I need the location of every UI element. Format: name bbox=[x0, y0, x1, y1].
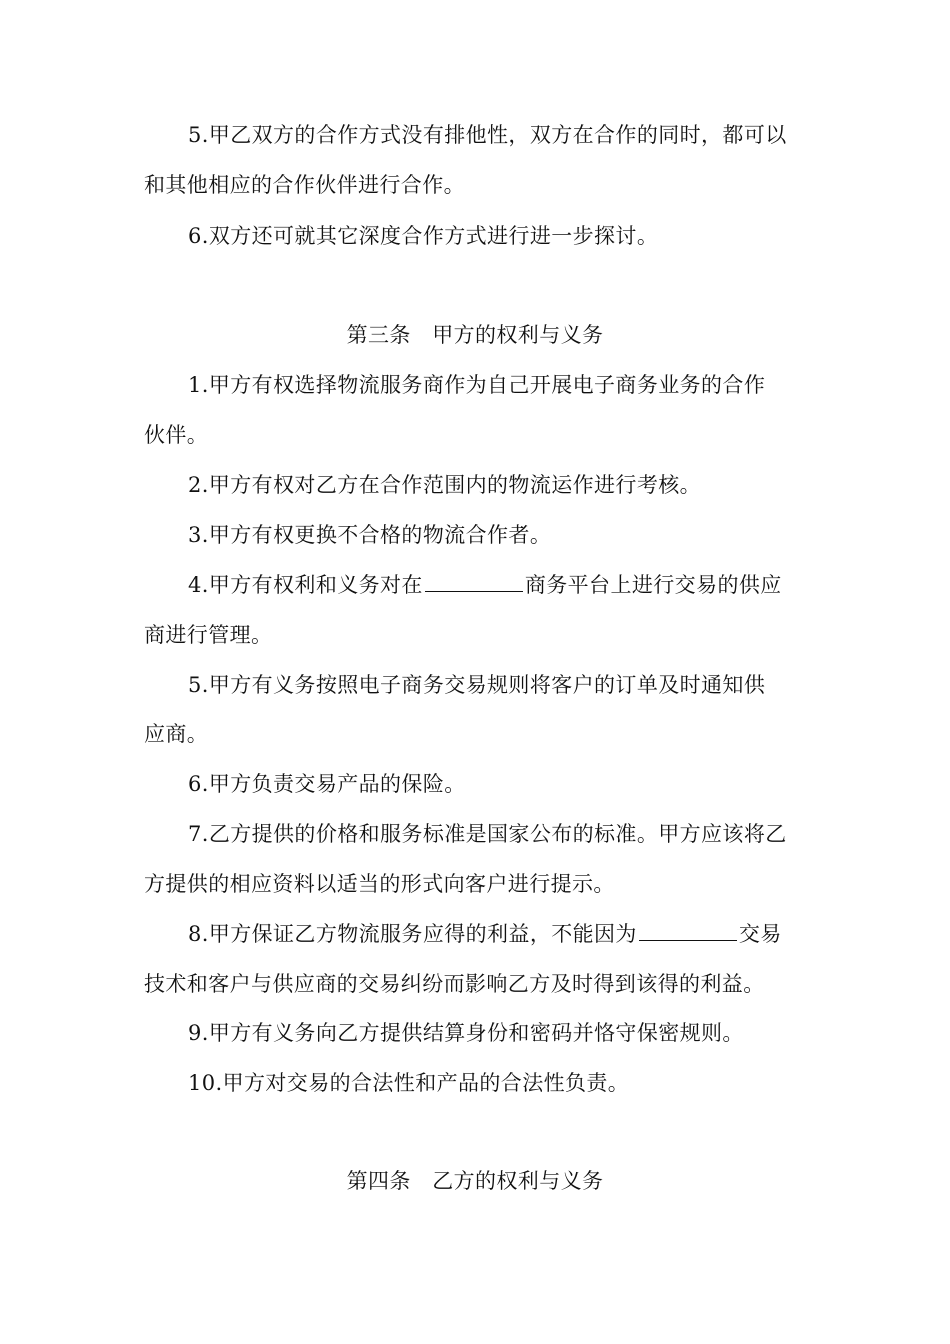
paragraph-3-8-line-2: 技术和客户与供应商的交易纠纷而影响乙方及时得到该得的利益。 bbox=[144, 972, 765, 996]
paragraph-3-8-text-before: 8.甲方保证乙方物流服务应得的利益，不能因为 bbox=[188, 922, 637, 946]
article-4-heading: 第四条 乙方的权利与义务 bbox=[346, 1169, 604, 1193]
paragraph-3-10: 10.甲方对交易的合法性和产品的合法性负责。 bbox=[188, 1071, 630, 1095]
paragraph-3-8-line-1 bbox=[188, 919, 858, 949]
paragraph-3-7-line-1: 7.乙方提供的价格和服务标准是国家公布的标准。甲方应该将乙 bbox=[188, 822, 787, 846]
paragraph-3-7-line-2: 方提供的相应资料以适当的形式向客户进行提示。 bbox=[144, 872, 615, 896]
paragraph-3-4-text-before: 4.甲方有权利和义务对在 bbox=[188, 573, 423, 597]
paragraph-3-6: 6.甲方负责交易产品的保险。 bbox=[188, 772, 466, 796]
paragraph-3-5-line-1: 5.甲方有义务按照电子商务交易规则将客户的订单及时通知供 bbox=[188, 673, 766, 697]
paragraph-2-6: 6.双方还可就其它深度合作方式进行进一步探讨。 bbox=[188, 224, 659, 248]
fill-in-blank bbox=[425, 571, 523, 592]
paragraph-3-5-line-2: 应商。 bbox=[144, 722, 209, 746]
paragraph-3-9: 9.甲方有义务向乙方提供结算身份和密码并恪守保密规则。 bbox=[188, 1021, 744, 1045]
paragraph-3-2: 2.甲方有权对乙方在合作范围内的物流运作进行考核。 bbox=[188, 473, 702, 497]
paragraph-3-1-line-1: 1.甲方有权选择物流服务商作为自己开展电子商务业务的合作 bbox=[188, 373, 766, 397]
paragraph-3-4-line-1 bbox=[188, 570, 858, 600]
paragraph-3-4-text-after: 商务平台上进行交易的供应 bbox=[524, 573, 782, 597]
paragraph-3-4-line-2: 商进行管理。 bbox=[144, 623, 273, 647]
fill-in-blank bbox=[639, 920, 737, 941]
paragraph-2-5-line-1: 5.甲乙双方的合作方式没有排他性，双方在合作的同时，都可以 bbox=[188, 123, 787, 147]
article-3-heading: 第三条 甲方的权利与义务 bbox=[346, 323, 604, 347]
paragraph-3-8-text-after: 交易 bbox=[738, 922, 782, 946]
paragraph-3-1-line-2: 伙伴。 bbox=[144, 423, 209, 447]
paragraph-2-5-line-2: 和其他相应的合作伙伴进行合作。 bbox=[144, 173, 465, 197]
paragraph-3-3: 3.甲方有权更换不合格的物流合作者。 bbox=[188, 523, 552, 547]
